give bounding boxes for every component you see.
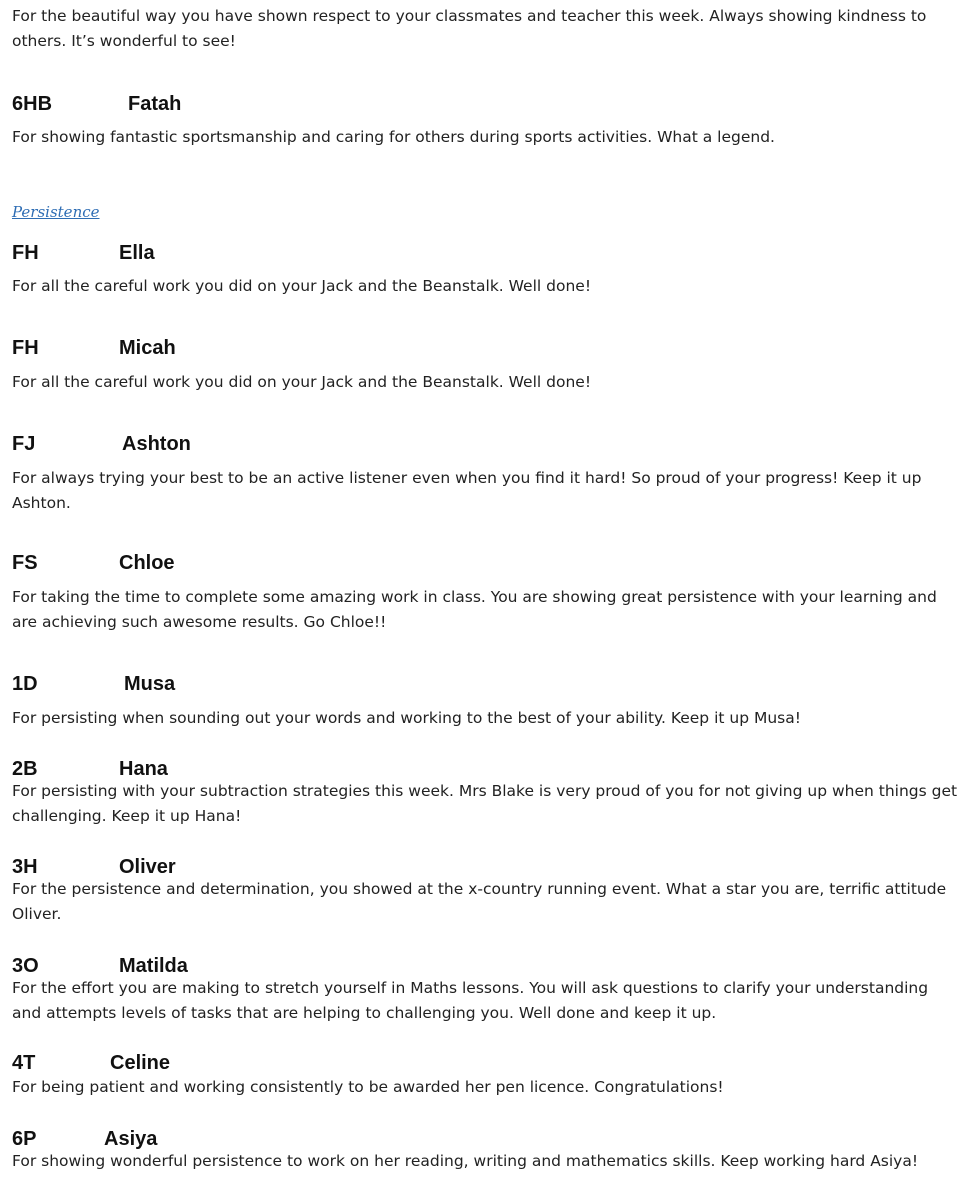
award-name: Celine [110,1052,171,1074]
award-name: Hana [119,758,168,780]
award-name: Asiya [104,1128,158,1150]
award-header [12,855,412,879]
section-heading-persistence: Persistence [12,203,100,221]
award-header [12,432,412,456]
award-class: 1D [12,673,38,695]
award-text: For persisting when sounding out your words and working to the best of your ability. Keep it up Musa! [12,709,801,727]
award-header [12,241,412,265]
award-name: Micah [119,337,176,359]
award-name: Matilda [119,955,188,977]
award-name: Fatah [128,93,182,115]
award-class: FH [12,337,39,359]
award-class: 6P [12,1128,37,1150]
award-text: For the effort you are making to stretch yourself in Maths lessons. You will ask questions to clarify your understanding and attempts levels of tasks that are helping to challenging you. Well done and keep it up. [12,979,929,1022]
award-name: Oliver [119,856,176,878]
award-class: 4T [12,1052,36,1074]
award-class: 3O [12,955,39,977]
award-header [12,1051,412,1075]
intro-text: For the beautiful way you have shown respect to your classmates and teacher this week. Always showing kindness to others. It’s wonderful to see! [12,7,927,50]
award-header [12,336,412,360]
award-header [12,1127,412,1151]
award-class: FJ [12,433,36,455]
award-name: Musa [124,673,176,695]
award-name: Ashton [122,433,191,455]
award-text: For showing fantastic sportsmanship and caring for others during sports activities. What a legend. [12,128,775,146]
award-header [12,757,412,781]
award-text: For taking the time to complete some amazing work in class. You are showing great persistence with your learning and are achieving such awesome results. Go Chloe!! [12,588,937,631]
award-text: For always trying your best to be an active listener even when you find it hard! So proud of your progress! Keep it up Ashton. [12,469,922,512]
award-header [12,92,412,116]
award-class: FH [12,242,39,264]
award-header [12,551,412,575]
award-text: For the persistence and determination, you showed at the x-country running event. What a star you are, terrific attitude Oliver. [12,880,947,923]
award-text: For persisting with your subtraction strategies this week. Mrs Blake is very proud of you for not giving up when things get challenging. Keep it up Hana! [12,782,958,825]
award-name: Ella [119,242,155,264]
award-name: Chloe [119,552,175,574]
award-header [12,672,412,696]
award-header [12,954,412,978]
award-text: For showing wonderful persistence to work on her reading, writing and mathematics skills. Keep working hard Asiya! [12,1152,919,1170]
award-text: For being patient and working consistently to be awarded her pen licence. Congratulations! [12,1078,724,1096]
award-class: 2B [12,758,38,780]
award-class: 6HB [12,93,53,115]
award-text: For all the careful work you did on your Jack and the Beanstalk. Well done! [12,373,592,391]
award-class: 3H [12,856,38,878]
award-class: FS [12,552,38,574]
award-text: For all the careful work you did on your Jack and the Beanstalk. Well done! [12,277,592,295]
